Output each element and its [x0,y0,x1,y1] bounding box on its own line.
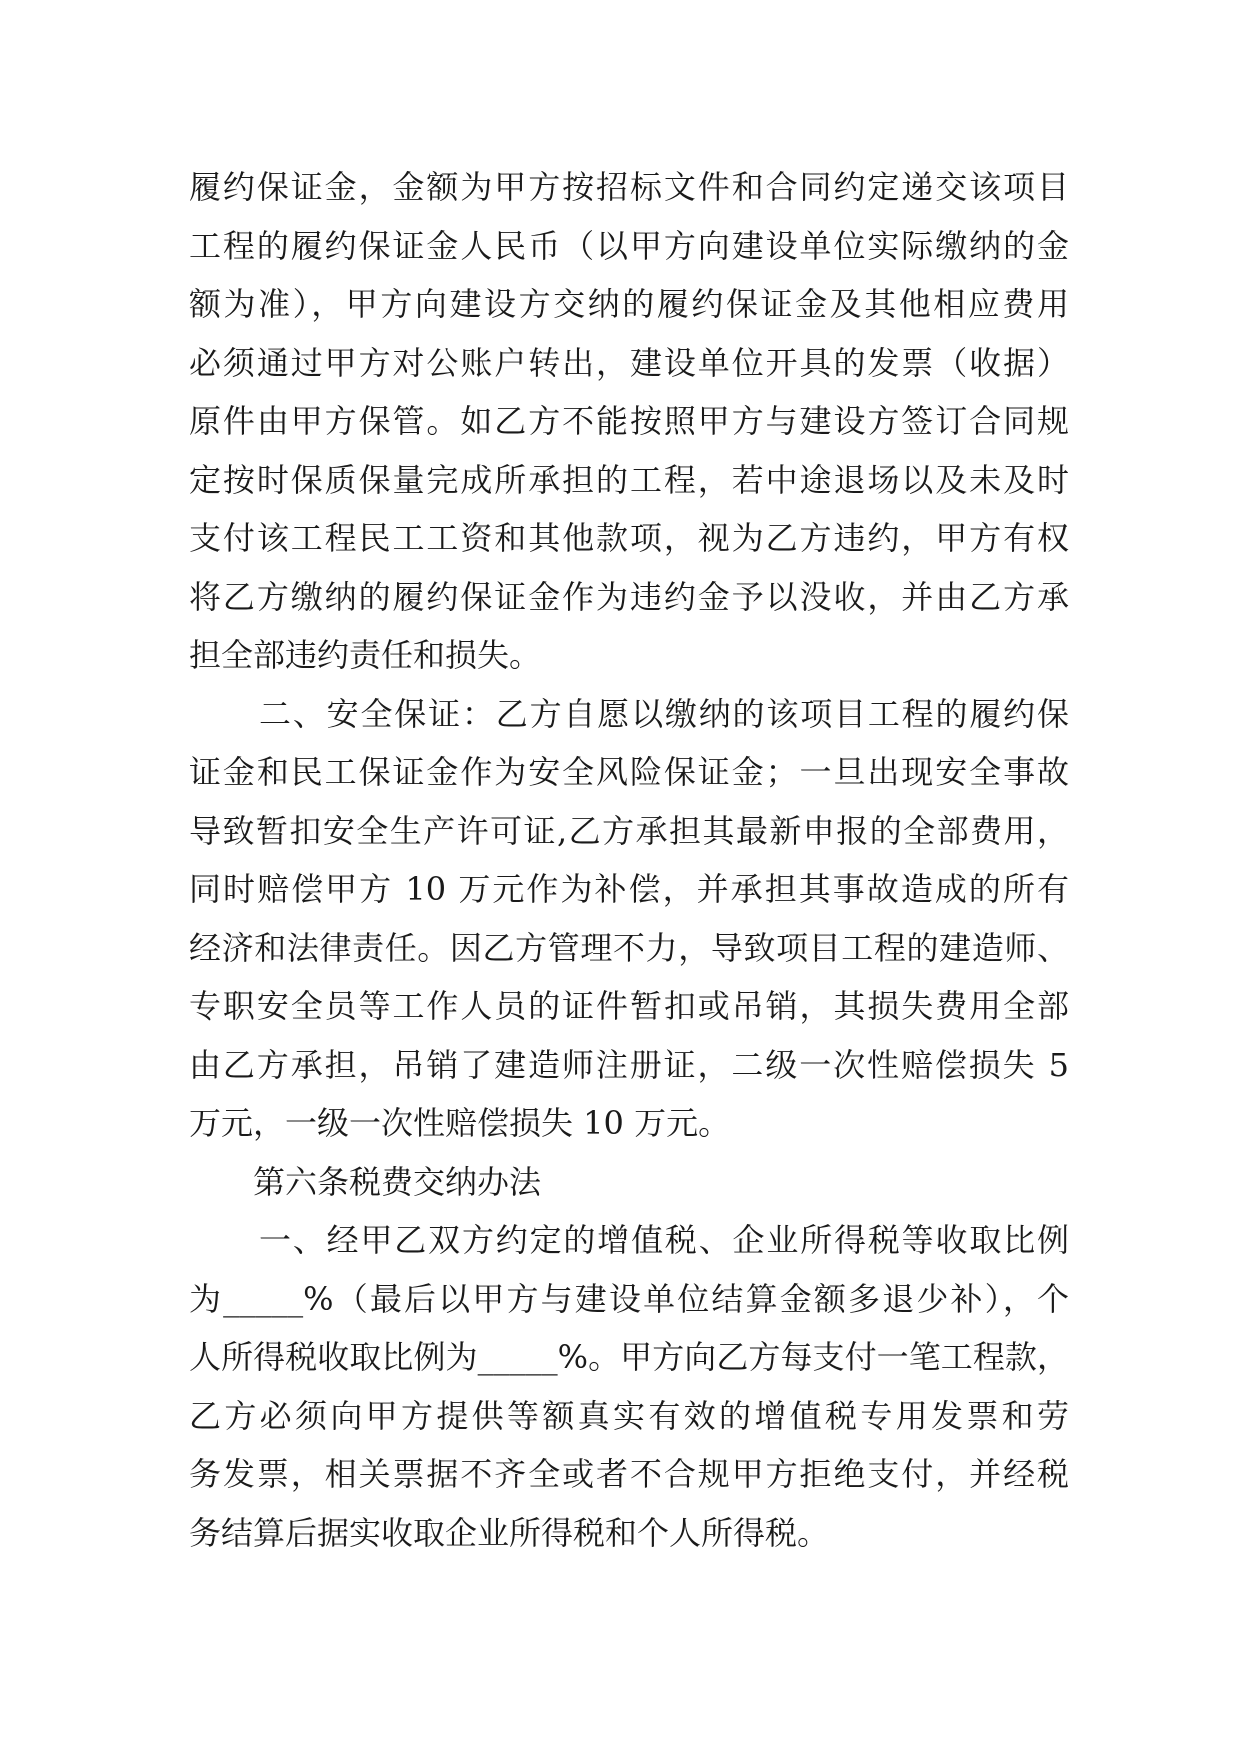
article-six-title: 第六条税费交纳办法 [253,1162,542,1201]
text-line: 人所得税收取比例为_____%。甲方向乙方每支付一笔工程款， [189,1338,1069,1376]
text-line: 万元，一级一次性赔偿损失 10 万元。 [189,1104,731,1142]
text-line: 由乙方承担，吊销了建造师注册证，二级一次性赔偿损失 5 [189,1045,1069,1084]
text-line: 专职安全员等工作人员的证件暂扣或吊销，其损失费用全部 [189,987,1069,1025]
text-line: 经济和法律责任。因乙方管理不力，导致项目工程的建造师、 [189,928,1069,967]
paragraph-safety-guarantee [189,685,1069,1153]
text-line: 工程的履约保证金人民币（以甲方向建设单位实际缴纳的金 [189,226,1069,265]
text-line: 额为准），甲方向建设方交纳的履约保证金及其他相应费用 [189,285,1069,323]
text-line: 为_____%（最后以甲方与建设单位结算金额多退少补），个 [189,1279,1069,1318]
text-line: 支付该工程民工工资和其他款项，视为乙方违约，甲方有权 [189,519,1069,557]
text-line: 将乙方缴纳的履约保证金作为违约金予以没收，并由乙方承 [189,577,1069,616]
text-line: 原件由甲方保管。如乙方不能按照甲方与建设方签订合同规 [189,402,1069,440]
text-line: 导致暂扣安全生产许可证,乙方承担其最新申报的全部费用， [189,811,1069,850]
text-line: 二、安全保证：乙方自愿以缴纳的该项目工程的履约保 [259,694,1069,733]
text-line: 证金和民工保证金作为安全风险保证金；一旦出现安全事故 [189,753,1069,791]
text-line: 同时赔偿甲方 10 万元作为补偿，并承担其事故造成的所有 [189,870,1069,908]
paragraph-performance-bond [189,158,1069,685]
text-line: 一、经甲乙双方约定的增值税、企业所得税等收取比例 [259,1221,1069,1259]
text-line: 务结算后据实收取企业所得税和个人所得税。 [189,1513,830,1552]
text-line: 必须通过甲方对公账户转出，建设单位开具的发票（收据） [189,343,1069,382]
text-line: 定按时保质保量完成所承担的工程，若中途退场以及未及时 [189,460,1069,499]
paragraph-tax-rates [189,1211,1069,1562]
text-line: 务发票，相关票据不齐全或者不合规甲方拒绝支付，并经税 [189,1455,1069,1493]
text-line: 乙方必须向甲方提供等额真实有效的增值税专用发票和劳 [189,1396,1069,1435]
text-line: 履约保证金，金额为甲方按招标文件和合同约定递交该项目 [189,168,1069,206]
text-line: 担全部违约责任和损失。 [189,636,542,674]
article-heading [189,1153,1069,1212]
document-body [189,158,1069,1562]
